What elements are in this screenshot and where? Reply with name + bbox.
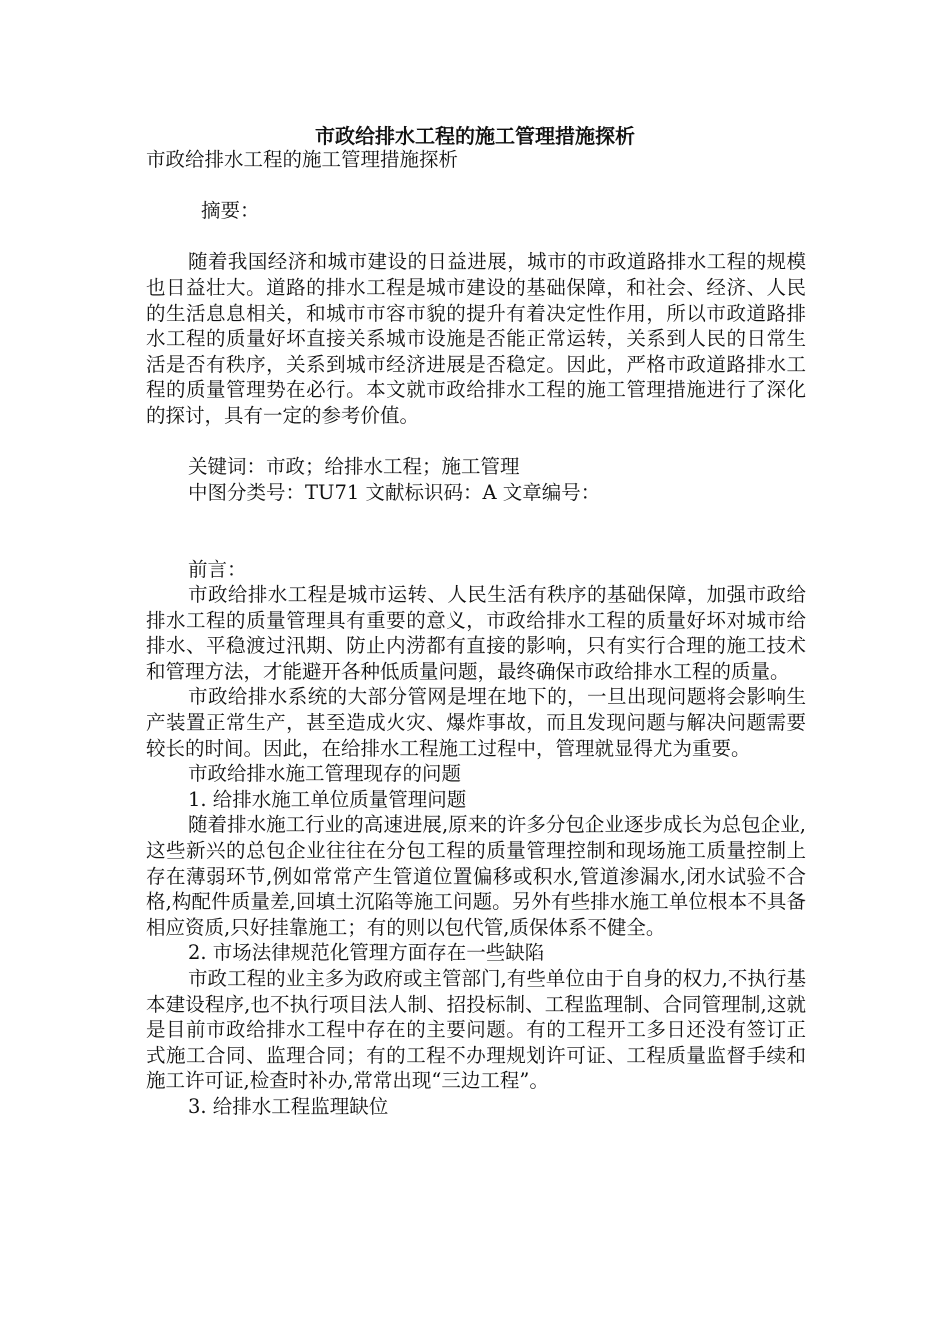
item-3-heading: 3. 给排水工程监理缺位 (188, 1094, 389, 1118)
item-1-paragraph: 随着排水施工行业的高速进展,原来的许多分包企业逐步成长为总包企业,这些新兴的总包企业往往在分包工程的质量管理控制和现场施工质量控制上存在薄弱环节,例如常常产生管道位置偏移或积水,管道渗漏水,闭水试验不合格,构配件质量差,回填土沉陷等施工问题。另外有些排水施工单位根本不具备相应资质,只好挂靠施工；有的则以包代管,质保体系不健全。 (146, 813, 806, 939)
abstract-paragraph: 随着我国经济和城市建设的日益进展，城市的市政道路排水工程的规模也日益壮大。道路的排水工程是城市建设的基础保障，和社会、经济、人民的生活息息相关，和城市市容市貌的提升有着决定性作用，所以市政道路排水工程的质量好坏直接关系城市设施是否能正常运转，关系到人民的日常生活是否有秩序，关系到城市经济进展是否稳定。因此，严格市政道路排水工程的质量管理势在必行。本文就市政给排水工程的施工管理措施进行了深化的探讨，具有一定的参考价值。 (146, 250, 806, 427)
abstract-label: 摘要： (201, 199, 260, 223)
item-1-heading: 1. 给排水施工单位质量管理问题 (188, 787, 467, 811)
keywords-line: 关键词：市政；给排水工程；施工管理 (188, 455, 520, 479)
item-2-paragraph: 市政工程的业主多为政府或主管部门,有些单位由于自身的权力,不执行基本建设程序,也不执行项目法人制、招投标制、工程监理制、合同管理制,这就是目前市政给排水工程中存在的主要问题。有的工程开工多日还没有签订正式施工合同、监理合同；有的工程不办理规划许可证、工程质量监督手续和施工许可证,检查时补办,常常出现“三边工程”。 (146, 967, 806, 1093)
document-title: 市政给排水工程的施工管理措施探析 (315, 124, 635, 148)
preface-label: 前言： (188, 557, 247, 581)
item-2-heading: 2. 市场法律规范化管理方面存在一些缺陷 (188, 941, 545, 965)
section-heading: 市政给排水施工管理现存的问题 (188, 762, 462, 786)
document-subtitle: 市政给排水工程的施工管理措施探析 (146, 148, 459, 171)
classification-line: 中图分类号：TU71 文献标识码：A 文章编号： (188, 480, 601, 504)
preface-paragraph-1: 市政给排水工程是城市运转、人民生活有秩序的基础保障，加强市政给排水工程的质量管理具有重要的意义，市政给排水工程的质量好坏对城市给排水、平稳渡过汛期、防止内涝都有直接的影响，只有实行合理的施工技术和管理方法，才能避开各种低质量问题，最终确保市政给排水工程的质量。 (146, 583, 806, 683)
document-body (146, 147, 806, 1120)
preface-paragraph-2: 市政给排水系统的大部分管网是埋在地下的，一旦出现问题将会影响生产装置正常生产，甚至造成火灾、爆炸事故，而且发现问题与解决问题需要较长的时间。因此，在给排水工程施工过程中，管理就显得尤为重要。 (146, 685, 806, 760)
